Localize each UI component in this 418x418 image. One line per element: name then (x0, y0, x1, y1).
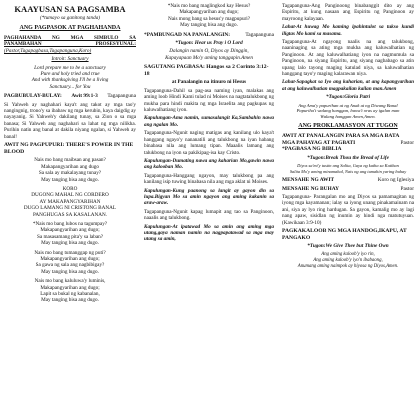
call-to-worship-label: PAGBUBULAY-BULAY: (4, 93, 62, 100)
bread-line: Salita Mo'y aming minamahal, Nais ng ang tumahin yaring buhay (289, 168, 407, 174)
hymn-line: *Nais mo bang maglingkod kay Hesus? (167, 3, 251, 9)
gloria-lyrics (282, 103, 414, 120)
bible-reading-heading: *PAGBASA NG BIBLIA (282, 146, 342, 153)
bread-response-lyrics (282, 163, 414, 174)
hymn-line: DUGONG MAHAL NG CORDERO (31, 192, 109, 199)
hymn-line: Sa sala ay makalayang tunay? (38, 170, 102, 177)
reading-leader-3: Tagapanguna-Hanggang ngayon, may talukbong pa ang kanilang isip tuwing binabasa nila ang mga aklat ni Moises. (144, 172, 274, 186)
hymn-line: KORO (62, 185, 78, 192)
reading-leader-4: Tagapanguna-Ngunit kapag lumapit ang tao sa Panginoon, naaalis ang talukbong. (144, 208, 274, 222)
offering-heading: PAGKAKALOOB NG MGA HANDOG,IKAPU, AT PANGAKO (282, 228, 407, 241)
reading-people-3: Kapulungan-Kung paanong sa langit ay gayon din sa lupa.Bigyan Mo sa amin ngayon ang aming kakanin sa araw-araw. (144, 187, 274, 207)
call-to-worship-ref: Awit 99:1-3 (71, 93, 98, 100)
hymn-line: Nais mong bang sa hesus'y magpupuri? (167, 15, 251, 22)
column-left (4, 3, 140, 418)
section-entrance-heading: ANG PAGPASOK AT PAGHAHANDA (19, 25, 121, 31)
call-to-worship-text: Si Yahweh ay naghahari kaya't ang takot ay mga tao'y nangingnig, trono'y sa ibabaw ng mga kerubin, kaya daigdig ay nayayanig. Si Yahweh'y dakilang tunay, sa Zion o sa mga banasa; Si Yahweh ang naghahari sa lahat ng mga nilikha. Purihin natin ang banal at dakila niyang ngalan, si Yahweh ay banal! (4, 101, 136, 140)
hymn-line: Makapangyarihan ang dugo; (40, 284, 100, 291)
music-message-row (282, 177, 414, 183)
reading-all-1: Lahat-At huwag Mo kaming ipahintulot sa tukso kundi iligtas Mo kami sa masama. (282, 24, 414, 37)
introit-line: Sanctuary... for You (49, 83, 91, 90)
introit-lyrics (4, 65, 136, 91)
announcements-label: MGA PAHAYAG AT PAGBATI (282, 139, 356, 146)
hymn-verse-5 (144, 3, 274, 29)
hymn-line: Makapangyarihan ang dugo; (40, 255, 100, 262)
prayer-response-title: *Tugon: Hear us Pray i O Lord (175, 40, 243, 47)
hymn-line: May tanging bisa ang dugo. (41, 297, 99, 304)
hymn-line: Nais mo bang kaluluwa'y luminis, (34, 278, 106, 285)
hymn-line: May tanging bisa ang dugo. (180, 22, 238, 29)
prayer-response-lyrics (144, 48, 274, 61)
introit-line: And with thanksgiving I'll be a living (31, 77, 109, 84)
hymn-line: Makapangyarihan ang dugo; (40, 227, 100, 234)
call-to-worship-role: Tagapanguna (107, 93, 136, 100)
hymn-verse-4 (4, 278, 136, 304)
reading-leader-5: Tagapanguna-Ang Panginoong binabanggit dito ay ang Espiritu, at kung nasaan ang Espiritu ng Panginoon ay mayroong kalayaan. (282, 3, 414, 22)
stand-note: (*tumayo sa ganitong tanda) (39, 15, 101, 21)
reading-leader-2: Tagapanguna-Ngunit naging matigas ang kanilang ulo kaya't hanggang ngayo'y nananatili ang talukbong na iyan habang binabasa nila ang lumang tipan. Maaalis lamang ang talukbong na iyon sa pakikipag-isa kay Cristo. (144, 130, 274, 156)
introit-line: Pure and holy tried and true (40, 71, 100, 78)
offertory-line: Anumang aming naimpok ay hiyosa ng Diyos,Amen. (297, 263, 399, 269)
procession-detail: (Pastor,Tagapagbasa,Tagapanguna,Koro) (4, 47, 92, 54)
hymn-line: May tanging bisa ang dugo. (41, 268, 99, 275)
hymn-line: Makapangyarihan ang dugo (41, 163, 99, 170)
hymn-line: Sa gawa ng sala ang nagbibigay? (35, 262, 105, 269)
hymn-chorus (4, 186, 136, 218)
music-message-role: Koro ng Iglesiya (377, 177, 414, 184)
hymn-verse-1 (4, 157, 136, 183)
hymn-line: *Nais mo bang lubos na tagumpay? (32, 220, 108, 227)
opening-prayer-row (144, 32, 274, 38)
hymn-line: PANGHUGAS SA KASALANAN. (32, 211, 108, 218)
hymn-line: May tanging bisa ang dugo. (41, 240, 99, 247)
response-line: Kapayapaan Mo'y aming tanggapin.Amen (165, 54, 253, 61)
hymn-line: Lapit sa bukal ng kabanalan, (40, 291, 100, 297)
sermon-row (282, 186, 414, 192)
children-heading: AWIT AT PANALANGIN PARA SA MGA BATA (282, 133, 400, 140)
offertory-line: Ang aming kaloob'y iyo'n ibabaong, (313, 257, 383, 263)
reading-all-2: Lahat-Sapagkat sa Iyo ang kaharian, at ang kapangyarihan at ang kaluwalhatian magpakailan kailan man.Amen (282, 79, 414, 92)
gloria-line: Walang hanggan Amen,Amen. (320, 114, 376, 120)
section-proclamation-heading: ANG PROKLAMASYON AT TUGON (298, 123, 398, 130)
reading-people-1: Kapulungan-Ama namin, sumasalangit Ka,Sambahin nawa ang ngalan Mo. (144, 115, 274, 128)
hymn-verse-2 (4, 221, 136, 247)
bread-line: Diyos sa'mi'y tustin ang Salita, Gaya ng katha sa Katihan (297, 163, 399, 169)
announcements-role: Pastor (400, 139, 414, 146)
sermon-role: Pastor (400, 185, 414, 192)
gloria-line: Ang Ama'y papurihan at ng Anak at ng Diwang Banal (298, 102, 398, 108)
reading-people-4: Kapulungan-At ipatawad Mo sa amin ang aming mga utang,gaya naman namin na nagpapatawad sa mga may utang sa amin, (144, 223, 274, 243)
gloria-title: *Tugon:Gloria Patri (325, 94, 371, 101)
preparation-heading: PAGHAHANDA NG MGA SIMBULO SA PANAMBAHAN PROSESYUNAL: (Pastor,Tagapagbasa,Tagapanguna,Koro) (4, 35, 136, 54)
hymn-line: Makapangyarihan ang dugo; (179, 9, 239, 16)
responsive-reading-note: at Panalangin na itinuro ni Hesus (171, 79, 247, 86)
call-to-worship-row (4, 93, 136, 99)
column-middle (140, 3, 278, 418)
response-line: Dalangin namin O, Diyos ay Dinggin, (169, 48, 249, 55)
opening-prayer-role: Tagapanguna (245, 31, 274, 38)
hymn-line: Nais mo bang tumanggap ng puti? (34, 249, 106, 256)
opening-prayer-label: *PAMBUNGAD NA PANALANGIN: (144, 31, 231, 38)
hymn-verse-3 (4, 250, 136, 276)
offertory-title: *Tugon:We Give Thee but Thine Own (307, 243, 389, 250)
hymn-line: Sa masasamang pita'y sa laban? (36, 233, 104, 240)
hymn-heading: AWIT NG PAGPUPURI: THERE'S POWER IN THE BLOOD (4, 142, 134, 155)
responsive-reading-heading: SAGUTANG PAGBASA: Hangos sa 2 Corinto 3:12-18 (144, 64, 269, 77)
introit-title: Introit: Sanctuary (51, 56, 89, 63)
gloria-line: Papuriha't walang hanggan, bawa't oras ay igalan man (296, 108, 400, 114)
reading-people-2: Kapulungan-Dumating nawa ang kaharian Mo,gawin nawa ang kalooban Mo. (144, 157, 274, 171)
order-of-worship-title: KAAYUSAN SA PAGSAMBA (14, 4, 126, 14)
reading-leader-6: Tagapanguna-At ngayong naalis na ang talukbong, naaninaging sa ating mga mukha ang kaluwalhatian ng Panginoon. At ang kaluwalhatiang iyon na nagmumula sa Panginoon, na siyang Espiritu, ang siyang nagbabago sa atin upang lalo tayong maging katulad niya, sa kaluwalhatian hanggang tayo'y maging kalarawan niya. (282, 39, 414, 78)
music-message-label: MENSAHE NG AWIT (282, 177, 335, 184)
reading-leader-1: Tagapanguna-Dahil sa pag-asa naming iyan, malakas ang aming loob Hindi Kami tulad ni Moises na nagtatalukbong ng mukha para hindi makita ng mga Israelita ang pagkupas ng kaluwalhatiang iyon. (144, 87, 274, 114)
column-right (278, 3, 414, 418)
hymn-line: DUGO LAMANG NI CRISTONG BANAL (23, 205, 117, 212)
offertory-lyrics (282, 252, 414, 270)
hymn-line: Nais mo bang maibsan ang pasan? (34, 157, 106, 164)
introit-line: Lord prepare me to be a sanctuary (34, 64, 106, 71)
hymn-line: May tanging bisa ang dugo. (41, 176, 99, 183)
bread-response-title: *Tugon:Break Thou the Bread of Life (307, 154, 389, 161)
sermon-label: MENSAHE NG BUHAY (282, 185, 340, 192)
hymn-line: AY MAKAPANGYARIHAN (39, 198, 101, 205)
offertory-line: Ang aming kaloob'y iyo rin, (321, 251, 375, 257)
offering-scripture: Tagapanguna- Parangalan mo ang Diyos sa pamamagitan ng iyong mga kayamanan; ialay sa iyong unang pinakamainam na ani, siya ay lyo ring hardugan. Sa gayon, kamalig mo ay lagi nang apaw, sisidlan ng inumin ay hindi nga matutuyuan.(Kawikaan 3:9-10) (282, 194, 414, 226)
